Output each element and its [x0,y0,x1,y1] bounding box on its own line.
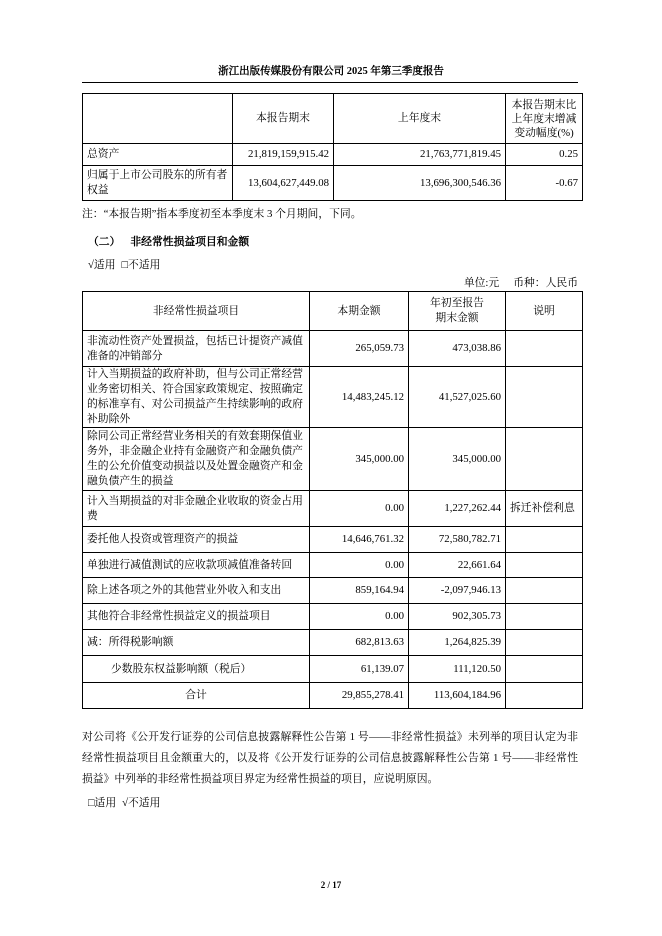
current-amount: 859,164.94 [310,578,409,604]
header-divider [82,82,578,83]
remark [506,683,583,709]
current-value: 13,604,627,449.08 [233,166,334,201]
header-cell-item [83,94,233,144]
section-title: 非经常性损益项目和金额 [130,236,250,248]
not-applicable-option: □不适用 [121,259,161,271]
remark [506,553,583,578]
report-title: 浙江出版传媒股份有限公司 2025 年第三季度报告 [218,66,444,77]
applicability-selector [88,257,160,272]
row-label: 总资产 [83,144,233,166]
remark [506,656,583,683]
item-label: 除上述各项之外的其他营业外收入和支出 [83,578,310,604]
table-row [83,630,583,656]
table-row [83,367,583,428]
ytd-amount: 111,120.50 [409,656,506,683]
table-row [83,553,583,578]
prior-value: 21,763,771,819.45 [334,144,506,166]
ytd-amount: 113,604,184.96 [409,683,506,709]
item-label: 少数股东权益影响额（税后） [83,656,310,683]
remark: 拆迁补偿利息 [506,491,583,527]
item-label: 计入当期损益的政府补助，但与公司正常经营业务密切相关、符合国家政策规定、按照确定的标准享有、对公司损益产生持续影响的政府补助除外 [83,367,310,428]
item-label: 除同公司正常经营业务相关的有效套期保值业务外，非金融企业持有金融资产和金融负债产生的公允价值变动损益以及处置金融资产和金融负债产生的损益 [83,428,310,491]
unit-label: 单位:元 [463,277,500,289]
item-label: 非流动性资产处置损益，包括已计提资产减值准备的冲销部分 [83,331,310,367]
table-row [83,331,583,367]
currency-label: 币种：人民币 [513,277,578,289]
ytd-amount: 473,038.86 [409,331,506,367]
ytd-amount: 41,527,025.60 [409,367,506,428]
table-row [83,491,583,527]
unit-line [300,275,578,290]
header-cell-prior: 上年度末 [334,94,506,144]
explanation-paragraph: 对公司将《公开发行证券的公司信息披露解释性公告第 1 号——非经常性损益》未列举的项目认定为非经常性损益项目且金额重大的，以及将《公开发行证券的公司信息披露解释性公告第 1 号——非经常性损益》中列举的非经常性损益项目界定为经常性损益的项目，应说明原因。 [82,731,578,785]
prior-value: 13,696,300,546.36 [334,166,506,201]
balance-summary-table [82,93,583,201]
remark [506,527,583,553]
item-label: 委托他人投资或管理资产的损益 [83,527,310,553]
current-amount: 0.00 [310,604,409,630]
table-row [83,166,583,201]
ytd-amount: 1,227,262.44 [409,491,506,527]
applicability-selector [88,795,160,810]
item-label: 减：所得税影响额 [83,630,310,656]
header-cell-item: 非经常性损益项目 [83,292,310,331]
current-amount: 29,855,278.41 [310,683,409,709]
remark [506,604,583,630]
applicable-option: √适用 [88,259,116,271]
section-heading [88,234,249,249]
current-amount: 14,646,761.32 [310,527,409,553]
table-footnote: 注：“本报告期”指本季度初至本季度末 3 个月期间，下同。 [82,208,362,220]
section-number: （二） [88,236,121,248]
table-row [83,144,583,166]
row-label: 归属于上市公司股东的所有者权益 [83,166,233,201]
table-row [83,604,583,630]
ytd-amount: 72,580,782.71 [409,527,506,553]
remark [506,331,583,367]
item-label: 计入当期损益的对非金融企业收取的资金占用费 [83,491,310,527]
ytd-amount: 902,305.73 [409,604,506,630]
header-cell-remark: 说明 [506,292,583,331]
item-label: 单独进行减值测试的应收款项减值准备转回 [83,553,310,578]
remark [506,367,583,428]
table-row [83,578,583,604]
header-cell-ytd: 年初至报告期末金额 [409,292,506,331]
table-header-row [83,94,583,144]
current-amount: 14,483,245.12 [310,367,409,428]
header-cell-current: 本期金额 [310,292,409,331]
not-applicable-option: √不适用 [122,797,161,809]
table-row [83,527,583,553]
remark [506,578,583,604]
applicable-option: □适用 [88,797,117,809]
remark [506,630,583,656]
current-amount: 265,059.73 [310,331,409,367]
ytd-amount: -2,097,946.13 [409,578,506,604]
table-header-row [83,292,583,331]
remark [506,428,583,491]
ytd-amount: 345,000.00 [409,428,506,491]
change-value: -0.67 [506,166,583,201]
change-value: 0.25 [506,144,583,166]
header-cell-change: 本报告期末比上年度末增减变动幅度(%) [506,94,583,144]
ytd-amount: 1,264,825.39 [409,630,506,656]
table-row [83,656,583,683]
ytd-amount: 22,661.64 [409,553,506,578]
non-recurring-items-table [82,291,583,709]
header-cell-current: 本报告期末 [233,94,334,144]
current-amount: 345,000.00 [310,428,409,491]
current-amount: 61,139.07 [310,656,409,683]
total-row [83,683,583,709]
current-amount: 0.00 [310,553,409,578]
total-label: 合计 [83,683,310,709]
page-number: 2 / 17 [320,880,342,890]
current-value: 21,819,159,915.42 [233,144,334,166]
current-amount: 0.00 [310,491,409,527]
table-row [83,428,583,491]
item-label: 其他符合非经常性损益定义的损益项目 [83,604,310,630]
current-amount: 682,813.63 [310,630,409,656]
